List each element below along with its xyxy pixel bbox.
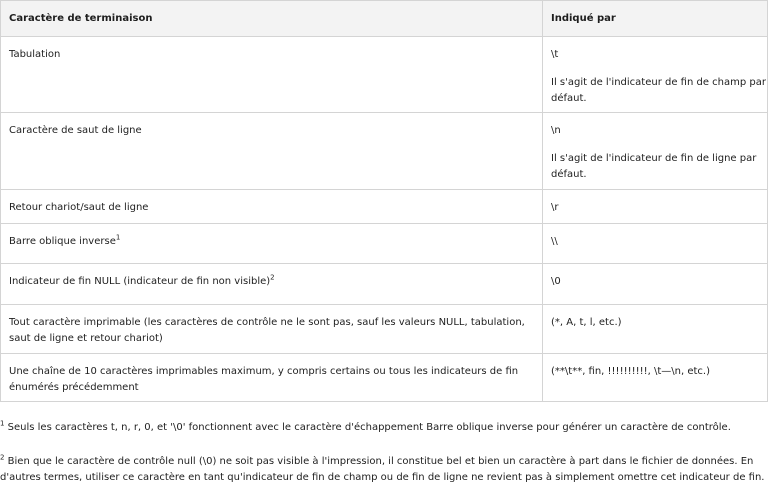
terminator-text: Retour chariot/saut de ligne bbox=[9, 202, 149, 213]
table-row bbox=[1, 354, 768, 402]
indicator-cell bbox=[543, 190, 768, 224]
indicator-text: \0 bbox=[551, 276, 561, 287]
indicator-cell bbox=[543, 264, 768, 305]
indicator-note: Il s'agit de l'indicateur de fin de champ par défaut. bbox=[551, 77, 766, 104]
indicator-cell bbox=[543, 354, 768, 402]
terminator-cell bbox=[1, 264, 543, 305]
header-indicator: Indiqué par bbox=[543, 1, 768, 37]
terminator-cell bbox=[1, 37, 543, 113]
terminator-text: Caractère de saut de ligne bbox=[9, 125, 142, 136]
indicator-text: \r bbox=[551, 202, 559, 213]
indicator-text: \n bbox=[551, 125, 561, 136]
terminator-cell bbox=[1, 224, 543, 264]
footnote-ref-1: 1 bbox=[115, 233, 121, 242]
footnote-2 bbox=[0, 454, 766, 486]
terminator-text: Une chaîne de 10 caractères imprimables maximum, y compris certains ou tous les indicateurs de fin énumérés précédemment bbox=[9, 366, 519, 393]
footnote-ref-2: 2 bbox=[270, 273, 275, 282]
indicator-cell bbox=[543, 113, 768, 190]
footnote-mark: 2 bbox=[0, 453, 5, 462]
terminator-cell bbox=[1, 190, 543, 224]
header-terminator: Caractère de terminaison bbox=[1, 1, 543, 37]
terminator-text: Tabulation bbox=[9, 49, 61, 60]
indicator-text: (**\t**, fin, !!!!!!!!!!, \t—\n, etc.) bbox=[551, 366, 710, 377]
footnote-text: Seuls les caractères t, n, r, 0, et '\0' fonctionnent avec le caractère d'échappement Barre oblique inverse pour générer un caractère de contrôle. bbox=[4, 422, 731, 433]
table-row bbox=[1, 37, 768, 113]
table-row bbox=[1, 305, 768, 354]
indicator-cell bbox=[543, 224, 768, 264]
indicator-cell bbox=[543, 305, 768, 354]
footnote-text: Bien que le caractère de contrôle null (\0) ne soit pas visible à l'impression, il constitue bel et bien un caractère à part dans le fichier de données. En d'autres termes, utiliser ce caractère en tant qu'indicateur de fin de champ ou de fin de ligne ne revient pas à simplement omettre cet indicateur de fin. bbox=[0, 456, 765, 483]
table-row bbox=[1, 224, 768, 264]
footnote-mark: 1 bbox=[0, 419, 5, 428]
table-header-row bbox=[1, 1, 768, 37]
indicator-note: Il s'agit de l'indicateur de fin de ligne par défaut. bbox=[551, 153, 757, 180]
terminator-text: Tout caractère imprimable (les caractères de contrôle ne le sont pas, sauf les valeurs NULL, tabulation, saut de ligne et retour chariot) bbox=[9, 317, 525, 344]
indicator-cell bbox=[543, 37, 768, 113]
footnote-1 bbox=[0, 420, 766, 436]
indicator-text: \\ bbox=[551, 236, 558, 247]
indicator-text: \t bbox=[551, 49, 559, 60]
terminator-text: Barre oblique inverse bbox=[9, 236, 116, 247]
table-row bbox=[1, 190, 768, 224]
terminator-cell bbox=[1, 354, 543, 402]
table-row bbox=[1, 113, 768, 190]
terminator-cell bbox=[1, 113, 543, 190]
table-row bbox=[1, 264, 768, 305]
terminator-cell bbox=[1, 305, 543, 354]
indicator-text: (*, A, t, l, etc.) bbox=[551, 317, 622, 328]
terminator-text: Indicateur de fin NULL (indicateur de fin non visible) bbox=[9, 276, 271, 287]
